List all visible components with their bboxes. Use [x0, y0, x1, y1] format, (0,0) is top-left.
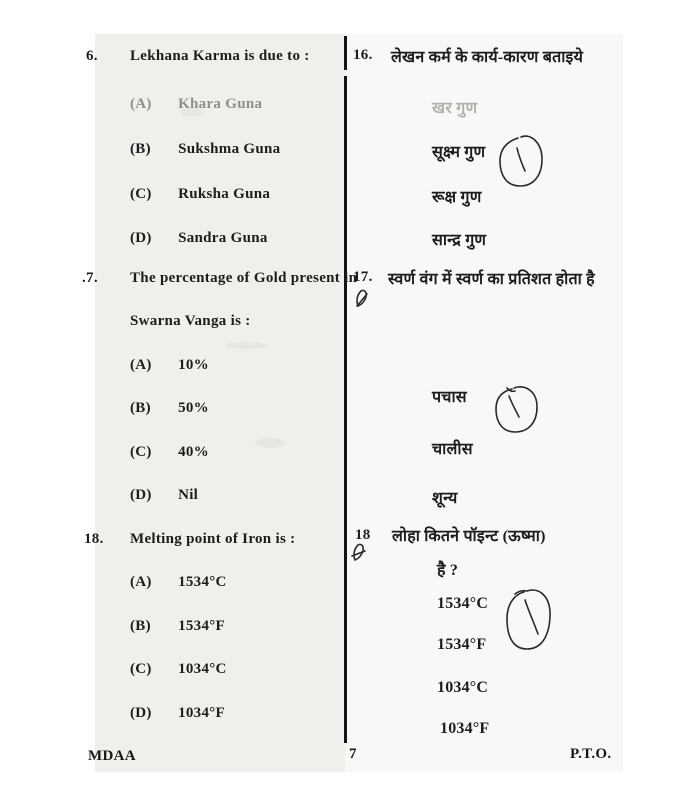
option-text: Ruksha Guna — [178, 186, 271, 202]
option-text: 1034°F — [178, 705, 226, 721]
option-label: (B) — [130, 400, 151, 416]
option-text: 1034°F — [440, 720, 490, 737]
pen-circle-mark — [496, 132, 550, 190]
question-text: Swarna Vanga is : — [130, 313, 251, 329]
option-row — [130, 661, 227, 678]
option-label: (C) — [130, 661, 152, 677]
option-text: 1534°F — [437, 636, 487, 653]
option-label: (D) — [130, 705, 152, 721]
question-number: 6. — [86, 48, 98, 64]
option-label: (A) — [130, 574, 152, 590]
option-text: 40% — [178, 444, 209, 460]
question-number: 16. — [353, 47, 373, 63]
option-label: (C) — [130, 444, 152, 460]
option-row — [130, 487, 198, 504]
option-text: Khara Guna — [178, 96, 263, 112]
option-label: (B) — [130, 141, 151, 157]
option-row — [130, 444, 209, 461]
scan-smudge — [255, 438, 285, 448]
footer-pto: P.T.O. — [570, 746, 612, 762]
option-text: Nil — [178, 487, 199, 503]
question-text: Melting point of Iron is : — [130, 531, 296, 547]
option-text: रूक्ष गुण — [432, 189, 482, 206]
option-text: सूक्ष्म गुण — [432, 144, 486, 161]
option-text: पचास — [432, 389, 467, 406]
option-row — [130, 618, 225, 635]
question-text: लोहा कितने पॉइन्ट (ऊष्मा) — [392, 528, 546, 545]
option-text: 1534°F — [178, 618, 226, 634]
option-row — [130, 230, 268, 247]
option-row — [130, 186, 270, 203]
option-row — [130, 141, 280, 158]
footer-booklet-code: MDAA — [88, 748, 136, 764]
question-text: स्वर्ण वंग में स्वर्ण का प्रतिशत होता है — [388, 271, 595, 288]
column-divider-line — [344, 36, 347, 70]
pen-squiggle-mark — [354, 289, 370, 309]
option-label: (A) — [130, 357, 152, 373]
question-text: The percentage of Gold present in — [130, 270, 358, 286]
option-label: (D) — [130, 487, 152, 503]
option-row — [130, 574, 227, 591]
option-text: खर गुण — [432, 100, 478, 117]
question-text: लेखन कर्म के कार्य-कारण बताइये — [391, 49, 584, 66]
option-text: Sukshma Guna — [178, 141, 281, 157]
column-divider-line — [344, 76, 347, 743]
option-text: 1534°C — [437, 595, 489, 612]
option-text: Sandra Guna — [178, 230, 268, 246]
question-text: Lekhana Karma is due to : — [130, 48, 310, 64]
footer-page-number: 7 — [349, 746, 357, 762]
question-number: 18. — [84, 531, 104, 547]
pen-circle-mark — [492, 382, 544, 436]
option-text: 50% — [178, 400, 209, 416]
question-number: 17. — [353, 269, 373, 285]
pen-squiggle-mark — [350, 543, 368, 563]
option-label: (C) — [130, 186, 152, 202]
option-row — [130, 400, 209, 417]
option-row — [130, 96, 262, 113]
option-label: (B) — [130, 618, 151, 634]
option-text: चालीस — [432, 441, 473, 458]
question-text: है ? — [437, 562, 459, 579]
option-text: 1534°C — [178, 574, 227, 590]
scan-smudge — [225, 342, 267, 349]
option-text: 10% — [178, 357, 209, 373]
option-text: 1034°C — [178, 661, 227, 677]
option-text: 1034°C — [437, 679, 489, 696]
option-row — [130, 705, 225, 722]
option-label: (A) — [130, 96, 152, 112]
option-text: सान्द्र गुण — [432, 232, 487, 249]
option-row — [130, 357, 209, 374]
question-number: .7. — [82, 270, 98, 286]
option-text: शून्य — [432, 490, 458, 507]
question-number: 18 — [355, 527, 371, 543]
pen-circle-mark — [503, 586, 557, 654]
option-label: (D) — [130, 230, 152, 246]
